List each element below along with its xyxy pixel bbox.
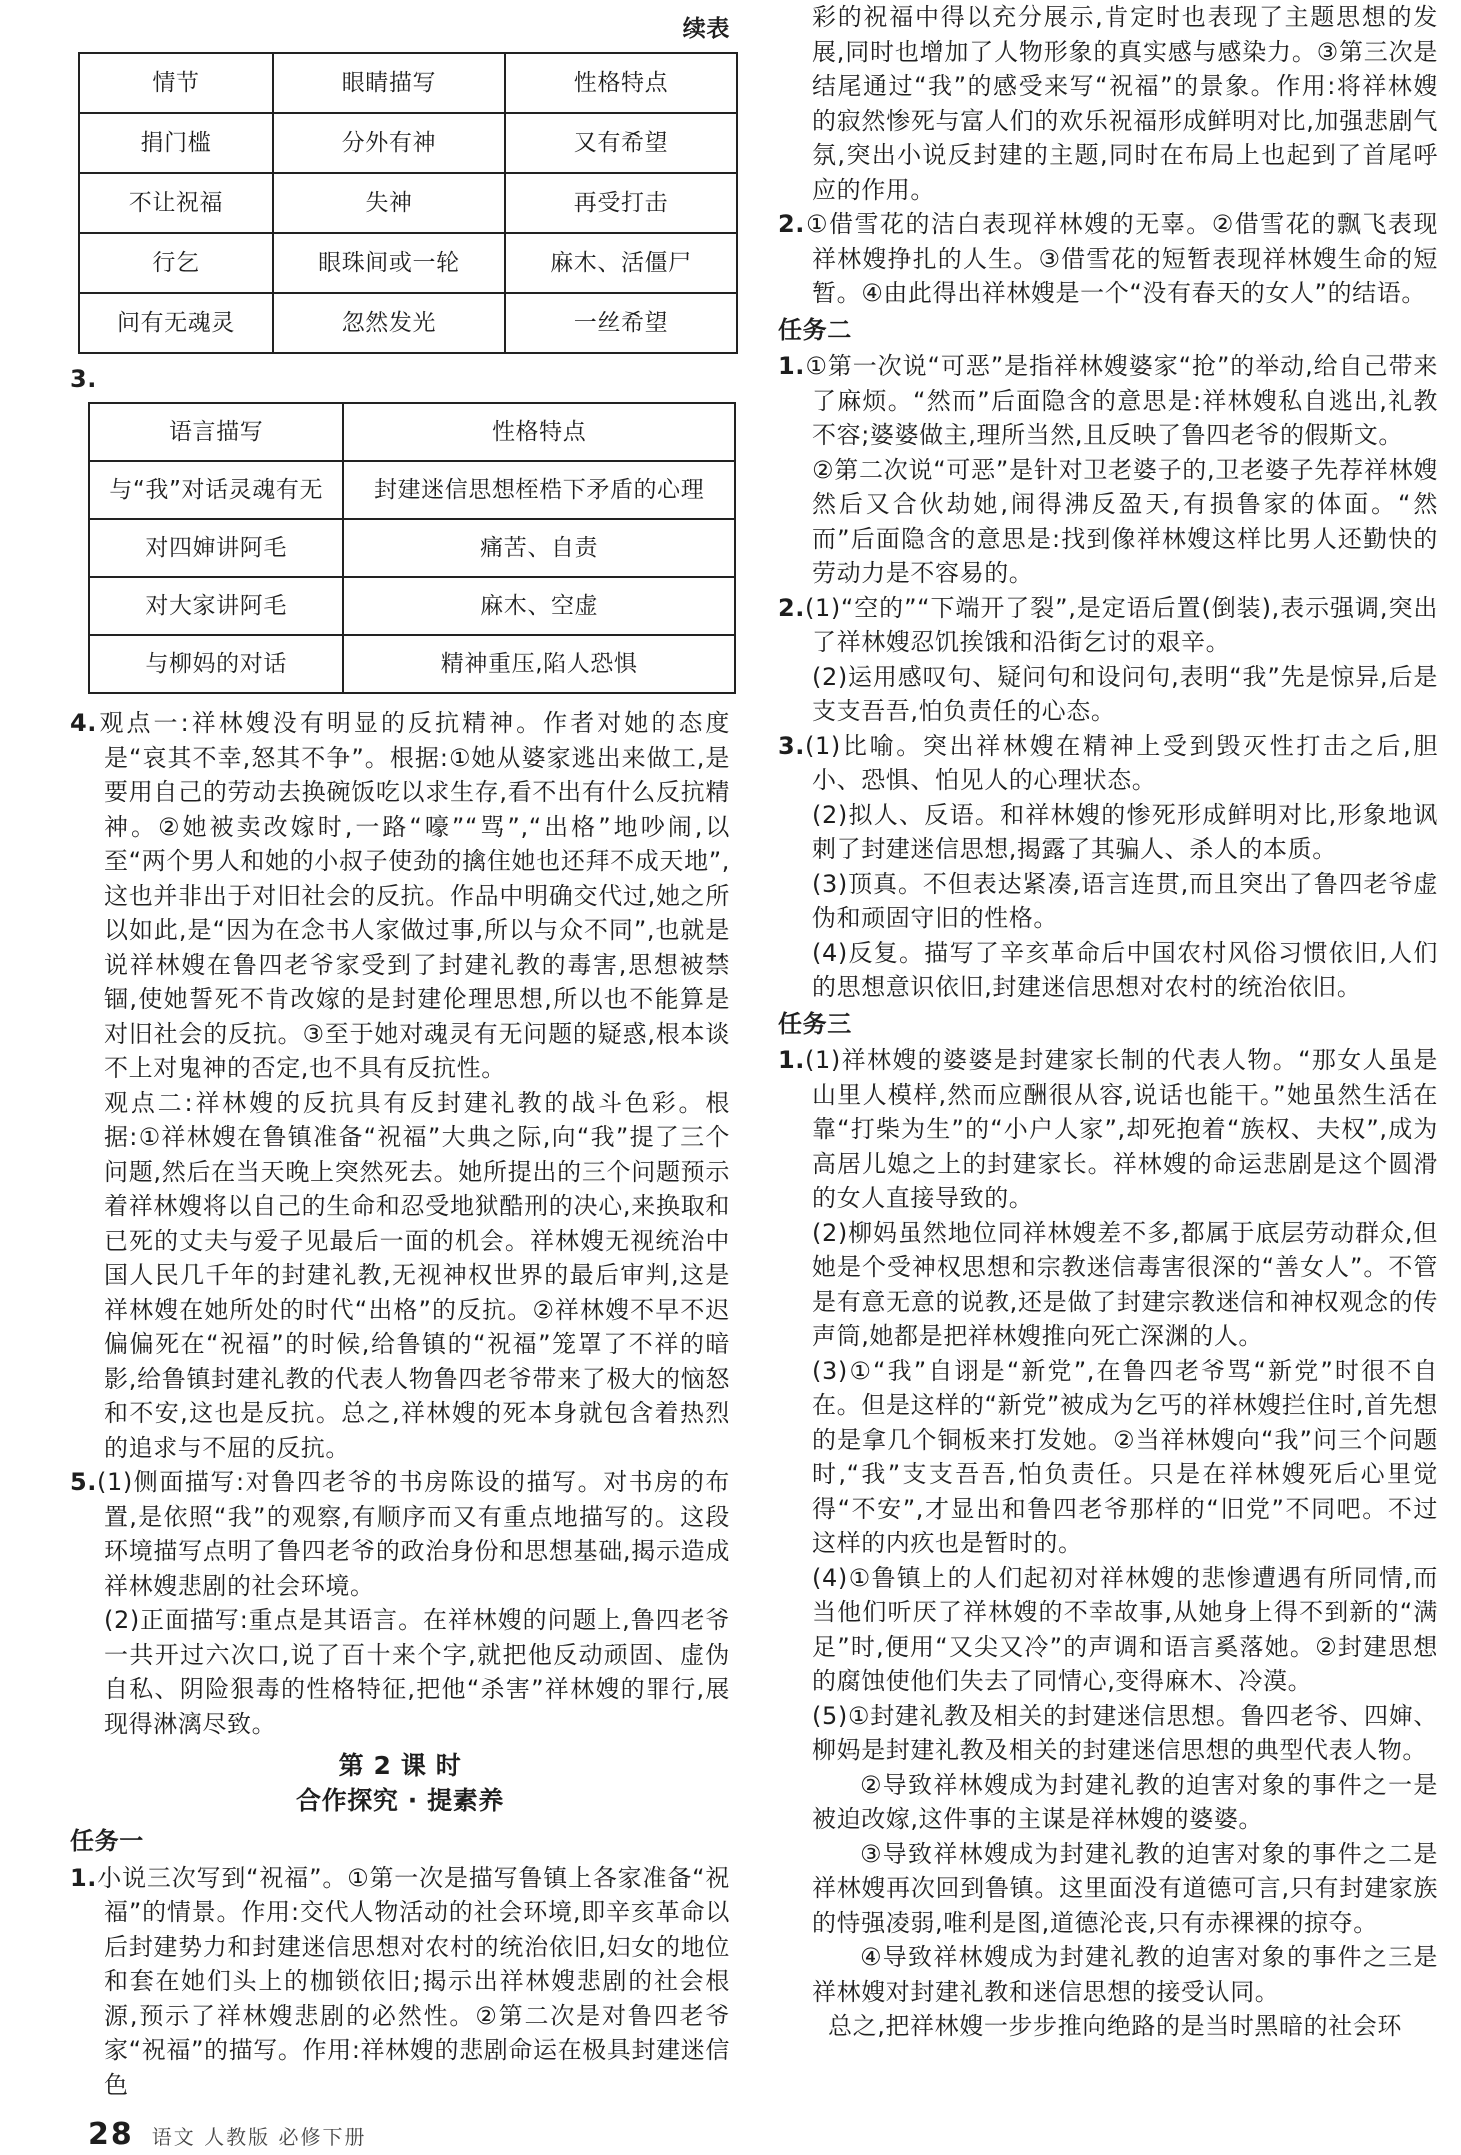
left-column	[70, 0, 730, 2102]
table-cell: 分外有神	[273, 113, 505, 173]
continued-label: 续表	[682, 16, 730, 42]
answer-paragraph	[778, 729, 1438, 798]
table-row	[79, 173, 737, 233]
table-header-row	[79, 53, 737, 113]
language-description-table	[88, 402, 736, 694]
table-cell: 麻木、空虚	[343, 577, 735, 635]
table-header-cell: 语言描写	[89, 403, 343, 461]
footer-text: 语文 人教版 必修下册	[151, 2125, 367, 2149]
table-cell: 行乞	[79, 233, 273, 293]
item-number: 4.	[70, 709, 98, 737]
table-row	[89, 635, 735, 693]
answer-paragraph	[778, 349, 1438, 453]
answer-paragraph: 观点二:祥林嫂的反抗具有反封建礼教的战斗色彩。根据:①祥林嫂在鲁镇准备“祝福”大典之际,向“我”提了三个问题,然后在当天晚上突然死去。她所提出的三个问题预示着祥林嫂将以自己的生命和忍受地狱酷刑的决心,来换取和已死的丈夫与爱子见最后一面的机会。祥林嫂无视统治中国人民几千年的封建礼教,无视神权世界的最后审判,这是祥林嫂在她所处的时代“出格”的反抗。②祥林嫂不早不迟偏偏死在“祝福”的时候,给鲁镇的“祝福”笼罩了不祥的暗影,给鲁镇封建礼教的代表人物鲁四老爷带来了极大的恼怒和不安,这也是反抗。总之,祥林嫂的死本身就包含着热烈的追求与不屈的反抗。	[104, 1088, 730, 1462]
table-cell: 眼珠间或一轮	[273, 233, 505, 293]
answer-paragraph: ③导致祥林嫂成为封建礼教的迫害对象的事件之二是祥林嫂再次回到鲁镇。这里面没有道德可言,只有封建家族的恃强凌弱,唯利是图,道德沦丧,只有赤裸裸的掠夺。	[812, 1839, 1438, 1937]
item-number: 2.	[778, 593, 806, 622]
answer-paragraph: (2)运用感叹句、疑问句和设问句,表明“我”先是惊异,后是支支吾吾,怕负责任的心态。	[812, 662, 1438, 725]
item-number: 5.	[70, 1468, 98, 1496]
task-3-label: 任务三	[778, 1009, 852, 1038]
answer-paragraph: (2)正面描写:重点是其语言。在祥林嫂的问题上,鲁四老爷一共开过六次口,说了百十来个字,就把他反动顽固、虚伪自私、阴险狠毒的性格特征,把他“杀害”祥林嫂的罪行,展现得淋漓尽致。	[104, 1606, 730, 1738]
table-row	[89, 577, 735, 635]
answer-paragraph: ②导致祥林嫂成为封建礼教的迫害对象的事件之一是被迫改嫁,这件事的主谋是祥林嫂的婆婆。	[812, 1770, 1438, 1833]
table-header-cell: 情节	[79, 53, 273, 113]
table-row	[79, 233, 737, 293]
paragraph-text: ①借雪花的洁白表现祥林嫂的无辜。②借雪花的飘飞表现祥林嫂挣扎的人生。③借雪花的短暂表现祥林嫂生命的短暂。④由此得出祥林嫂是一个“没有春天的女人”的结语。	[805, 210, 1438, 307]
table-cell: 捐门槛	[79, 113, 273, 173]
item-number: 1.	[778, 1046, 806, 1074]
answer-paragraph: (2)拟人、反语。和祥林嫂的惨死形成鲜明对比,形象地讽刺了封建迷信思想,揭露了其骗人、杀人的本质。	[812, 800, 1438, 863]
right-column	[778, 0, 1438, 2044]
item-number: 1.	[70, 1863, 98, 1892]
table-cell: 问有无魂灵	[79, 293, 273, 353]
paragraph-text: (1)“空的”“下端开了裂”,是定语后置(倒装),表示强调,突出了祥林嫂忍饥挨饿和沿街乞讨的艰辛。	[805, 593, 1438, 656]
table-header-cell: 眼睛描写	[273, 53, 505, 113]
answer-paragraph: 彩的祝福中得以充分展示,肯定时也表现了主题思想的发展,同时也增加了人物形象的真实感与感染力。③第三次是结尾通过“我”的感受来写“祝福”的景象。作用:将祥林嫂的寂然惨死与富人们的欢乐祝福形成鲜明对比,加强悲剧气氛,突出小说反封建的主题,同时在布局上也起到了首尾呼应的作用。	[812, 3, 1438, 204]
table-cell: 精神重压,陷人恐惧	[343, 635, 735, 693]
item-number: 3.	[778, 731, 806, 760]
answer-paragraph	[70, 1861, 730, 2103]
answer-paragraph	[778, 591, 1438, 660]
paragraph-text: 观点一:祥林嫂没有明显的反抗精神。作者对她的态度是“哀其不幸,怒其不争”。根据:①她从婆家逃出来做工,是要用自己的劳动去换碗饭吃以求生存,看不出有什么反抗精神。②她被卖改嫁时,一路“嚎”“骂”,“出格”地吵闹,以至“两个男人和她的小叔子使劲的擒住她也还拜不成天地”,这也并非出于对旧社会的反抗。作品中明确交代过,她之所以如此,是“因为在念书人家做过事,所以与众不同”,也就是说祥林嫂在鲁四老爷家受到了封建礼教的毒害,思想被禁锢,使她誓死不肯改嫁的是封建伦理思想,所以也不能算是对旧社会的反抗。③至于她对魂灵有无问题的疑惑,根本谈不上对鬼神的否定,也不具有反抗性。	[97, 709, 730, 1082]
table-cell: 与柳妈的对话	[89, 635, 343, 693]
table-row	[79, 293, 737, 353]
table-row	[89, 461, 735, 519]
answer-paragraph: 总之,把祥林嫂一步步推向绝路的是当时黑暗的社会环	[828, 2012, 1403, 2040]
answer-paragraph: (4)反复。描写了辛亥革命后中国农村风俗习惯依旧,人们的思想意识依旧,封建迷信思想对农村的统治依旧。	[812, 938, 1438, 1001]
table-cell: 失神	[273, 173, 505, 233]
table-cell: 又有希望	[505, 113, 737, 173]
table-header-cell: 性格特点	[505, 53, 737, 113]
paragraph-text: (1)比喻。突出祥林嫂在精神上受到毁灭性打击之后,胆小、恐惧、怕见人的心理状态。	[805, 731, 1438, 794]
table-header-row	[89, 403, 735, 461]
answer-paragraph: ④导致祥林嫂成为封建礼教的迫害对象的事件之三是祥林嫂对封建礼教和迷信思想的接受认同。	[812, 1943, 1438, 2006]
answer-paragraph	[70, 1465, 730, 1603]
paragraph-text: (1)祥林嫂的婆婆是封建家长制的代表人物。“那女人虽是山里人模样,然而应酬很从容,说话也能干。”她虽然生活在靠“打柴为生”的“小户人家”,却死抱着“族权、夫权”,成为高居儿媳之上的封建家长。祥林嫂的命运悲剧是这个圆滑的女人直接导致的。	[805, 1046, 1438, 1212]
answer-paragraph: (3)①“我”自诩是“新党”,在鲁四老爷骂“新党”时很不自在。但是这样的“新党”被成为乞丐的祥林嫂拦住时,首先想的是拿几个铜板来打发她。②当祥林嫂向“我”问三个问题时,“我”支支吾吾,怕负责任。只是在祥林嫂死后心里觉得“不安”,才显出和鲁四老爷那样的“旧党”不同吧。不过这样的内疚也是暂时的。	[812, 1356, 1438, 1557]
paragraph-text: (1)侧面描写:对鲁四老爷的书房陈设的描写。对书房的布置,是依照“我”的观察,有顺序而又有重点地描写的。这段环境描写点明了鲁四老爷的政治身份和思想基础,揭示造成祥林嫂悲剧的社会环境。	[97, 1468, 730, 1600]
eye-description-table	[78, 52, 738, 354]
table-row	[79, 113, 737, 173]
table-cell: 再受打击	[505, 173, 737, 233]
lesson-subtitle: 合作探究 · 提素养	[296, 1785, 504, 1815]
paragraph-text: 小说三次写到“祝福”。①第一次是描写鲁镇上各家准备“祝福”的情景。作用:交代人物活动的社会环境,即辛亥革命以后封建势力和封建迷信思想对农村的统治依旧,妇女的地位和套在她们头上的枷锁依旧;揭示出祥林嫂悲剧的社会根源,预示了祥林嫂悲剧的必然性。②第二次是对鲁四老爷家“祝福”的描写。作用:祥林嫂的悲剧命运在极具封建迷信色	[97, 1863, 730, 2099]
item-number: 2.	[778, 210, 806, 238]
item-3-number: 3.	[70, 365, 98, 393]
page-footer	[88, 2118, 366, 2155]
answer-paragraph: (2)柳妈虽然地位同祥林嫂差不多,都属于底层劳动群众,但她是个受神权思想和宗教迷信毒害很深的“善女人”。不管是有意无意的说教,还是做了封建宗教迷信和神权观念的传声筒,她都是把祥林嫂推向死亡深渊的人。	[812, 1218, 1438, 1350]
answer-paragraph	[778, 1043, 1438, 1216]
task-2-label: 任务二	[778, 315, 852, 344]
page-number: 28	[88, 2117, 134, 2152]
table-row	[89, 519, 735, 577]
table-cell: 麻木、活僵尸	[505, 233, 737, 293]
lesson-title: 第 2 课 时	[338, 1751, 462, 1780]
answer-paragraph	[70, 706, 730, 1086]
paragraph-text: ①第一次说“可恶”是指祥林嫂婆家“抢”的举动,给自己带来了麻烦。“然而”后面隐含的意思是:祥林嫂私自逃出,礼教不容;婆婆做主,理所当然,且反映了鲁四老爷的假斯文。	[805, 352, 1438, 449]
table-cell: 痛苦、自责	[343, 519, 735, 577]
table-header-cell: 性格特点	[343, 403, 735, 461]
answer-paragraph: (4)①鲁镇上的人们起初对祥林嫂的悲惨遭遇有所同情,而当他们听厌了祥林嫂的不幸故事,从她身上得不到新的“满足”时,便用“又尖又冷”的声调和语言奚落她。②封建思想的腐蚀使他们失去了同情心,变得麻木、冷漠。	[812, 1563, 1438, 1695]
answer-paragraph	[778, 207, 1438, 311]
table-cell: 不让祝福	[79, 173, 273, 233]
item-number: 1.	[778, 352, 806, 380]
answer-paragraph: ②第二次说“可恶”是针对卫老婆子的,卫老婆子先荐祥林嫂然后又合伙劫她,闹得沸反盈天,有损鲁家的体面。“然而”后面隐含的意思是:找到像祥林嫂这样比男人还勤快的劳动力是不容易的。	[812, 455, 1438, 587]
table-cell: 一丝希望	[505, 293, 737, 353]
table-cell: 对大家讲阿毛	[89, 577, 343, 635]
table-cell: 与“我”对话灵魂有无	[89, 461, 343, 519]
answer-paragraph: (5)①封建礼教及相关的封建迷信思想。鲁四老爷、四婶、柳妈是封建礼教及相关的封建迷信思想的典型代表人物。	[812, 1701, 1438, 1764]
table-cell: 忽然发光	[273, 293, 505, 353]
task-1-label: 任务一	[70, 1827, 144, 1855]
answer-paragraph: (3)顶真。不但表达紧凑,语言连贯,而且突出了鲁四老爷虚伪和顽固守旧的性格。	[812, 869, 1438, 932]
table-cell: 对四婶讲阿毛	[89, 519, 343, 577]
table-cell: 封建迷信思想桎梏下矛盾的心理	[343, 461, 735, 519]
